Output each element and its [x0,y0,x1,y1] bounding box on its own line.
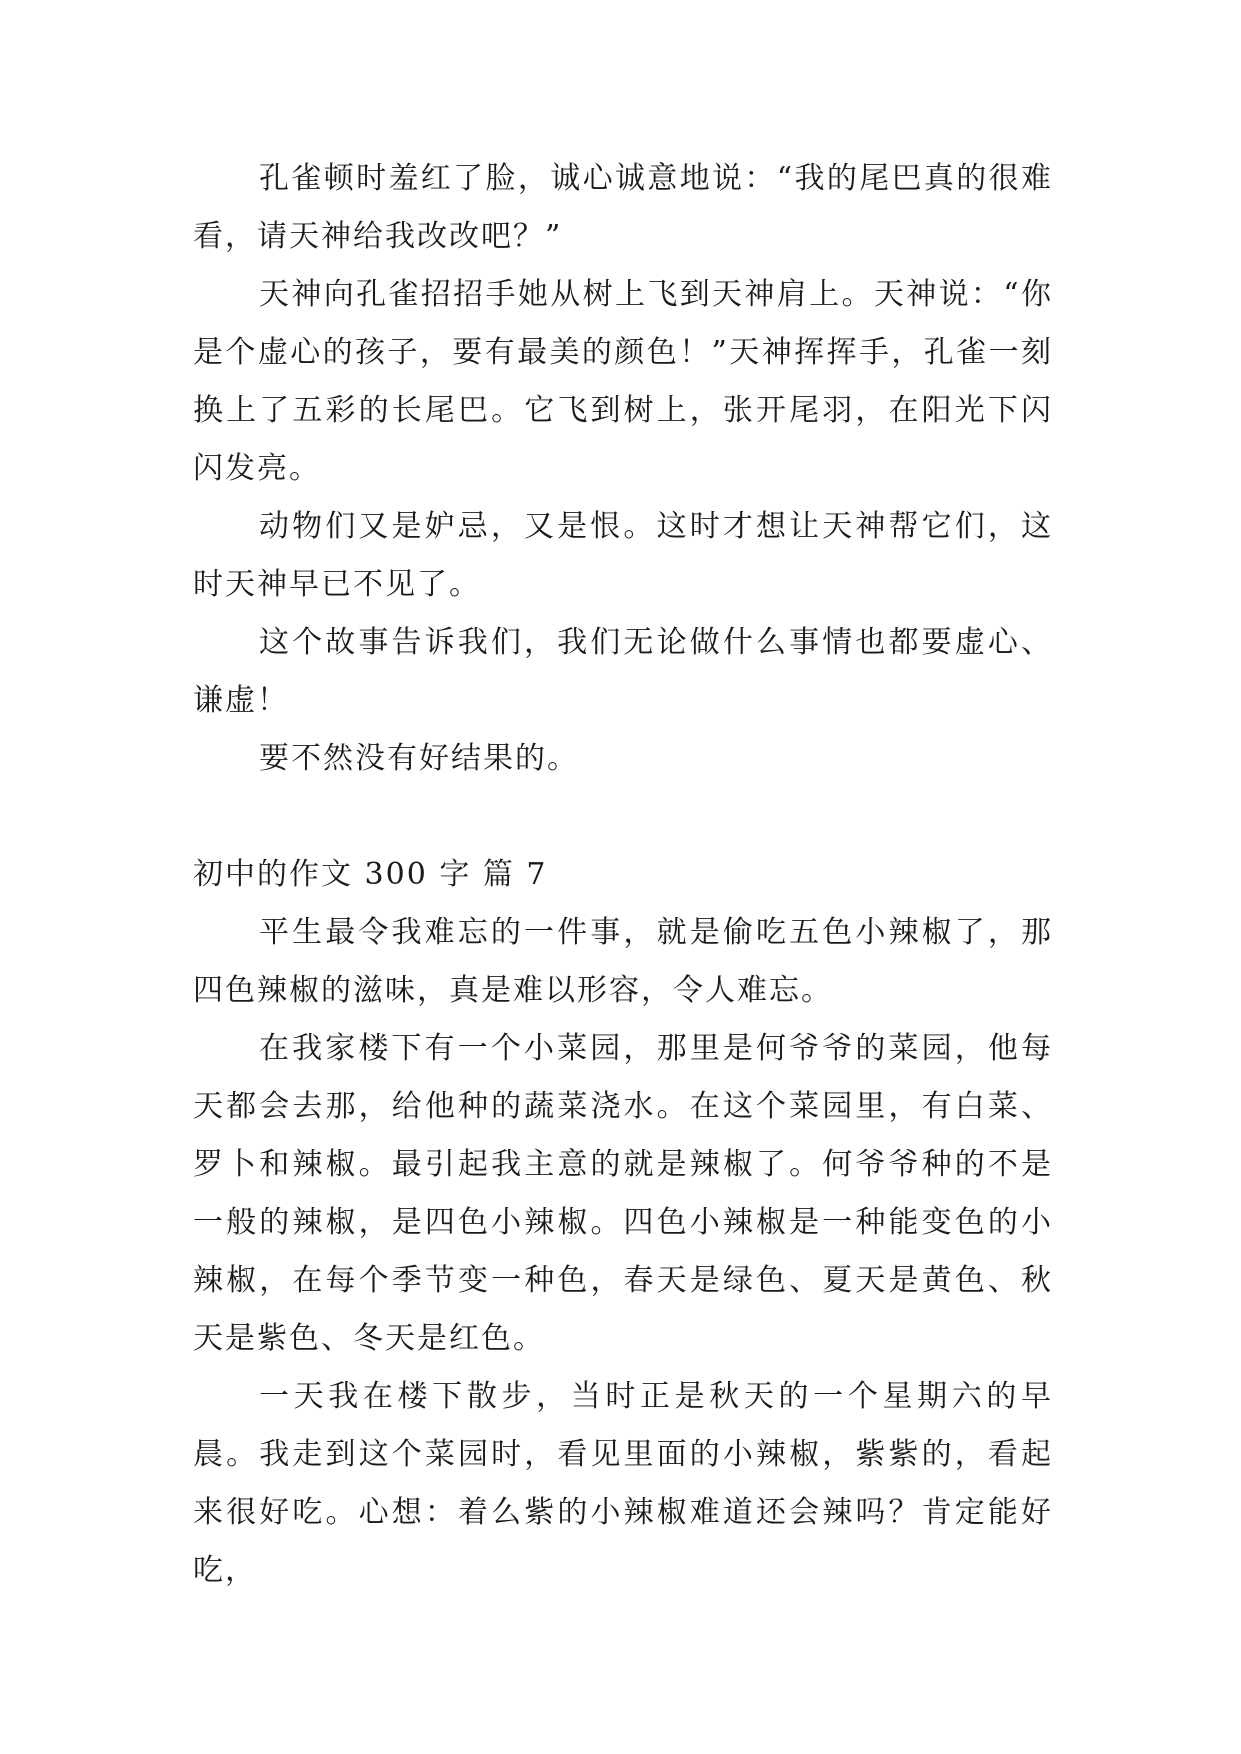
paragraph: 动物们又是妒忌，又是恨。这时才想让天神帮它们，这时天神早已不见了。 [193,509,1053,602]
section-heading: 初中的作文 300 字 篇 7 [193,857,548,892]
paragraph: 天神向孔雀招招手她从树上飞到天神肩上。天神说：“你是个虚心的孩子，要有最美的颜色！”天神挥挥手，孔雀一刻换上了五彩的长尾巴。它飞到树上，张开尾羽，在阳光下闪闪发亮。 [193,277,1053,486]
paragraph: 在我家楼下有一个小菜园，那里是何爷爷的菜园，他每天都会去那，给他种的蔬菜浇水。在这个菜园里，有白菜、罗卜和辣椒。最引起我主意的就是辣椒了。何爷爷种的不是一般的辣椒，是四色小辣椒。四色小辣椒是一种能变色的小辣椒，在每个季节变一种色，春天是绿色、夏天是黄色、秋天是紫色、冬天是红色。 [193,1031,1053,1356]
paragraph: 平生最令我难忘的一件事，就是偷吃五色小辣椒了，那四色辣椒的滋味，真是难以形容，令人难忘。 [193,915,1053,1008]
document-body [193,150,1053,1600]
paragraph: 要不然没有好结果的。 [259,741,579,776]
paragraph: 这个故事告诉我们，我们无论做什么事情也都要虚心、谦虚！ [193,625,1053,718]
section-spacer [193,788,1053,846]
paragraph: 一天我在楼下散步，当时正是秋天的一个星期六的早晨。我走到这个菜园时，看见里面的小辣椒，紫紫的，看起来很好吃。心想：着么紫的小辣椒难道还会辣吗？肯定能好吃， [193,1379,1053,1588]
paragraph: 孔雀顿时羞红了脸，诚心诚意地说：“我的尾巴真的很难看，请天神给我改改吧？” [193,161,1053,254]
